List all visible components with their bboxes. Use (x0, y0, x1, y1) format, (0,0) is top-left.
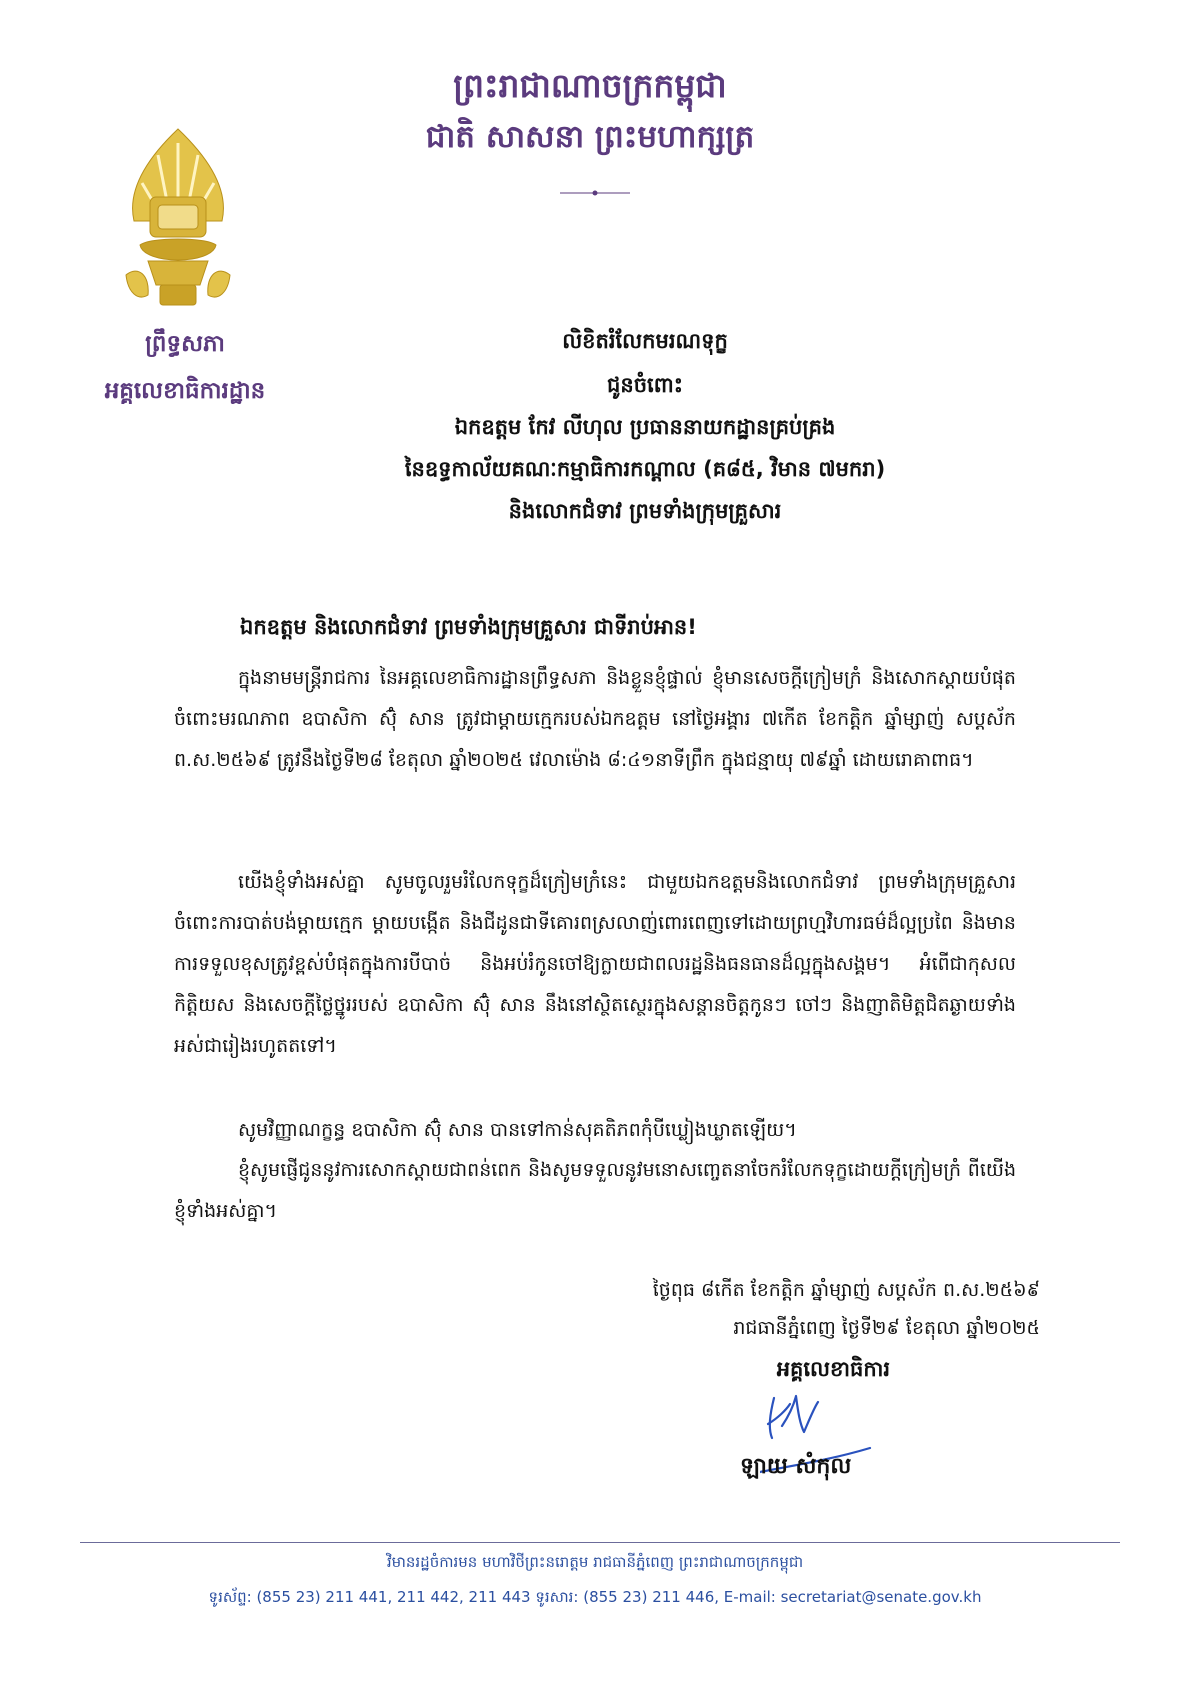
addressee-line: ឯកឧត្តម កែវ លីហុល ប្រធាននាយកដ្ឋានគ្រប់គ្រង (454, 415, 836, 439)
signatory-name: ឡាយ សំកុល (740, 1454, 852, 1479)
institution-department: អគ្គលេខាធិការដ្ឋាន (104, 378, 266, 404)
ornament-divider-icon (560, 188, 630, 198)
letter-to-label: ជូនចំពោះ (607, 373, 683, 397)
body-paragraph: ក្នុងនាមមន្ត្រីរាជការ នៃអគ្គលេខាធិការដ្ឋានព្រឹទ្ធសភា និងខ្លួនខ្ញុំផ្ទាល់ ខ្ញុំមានសេចក្តីក្រៀមក្រំ និងសោកស្តាយបំផុតចំពោះមរណភាព ឧបាសិកា ស៊ុំ សាន ត្រូវជាម្តាយក្មេករបស់ឯកឧត្តម នៅថ្ងៃអង្គារ ៧កើត ខែកត្តិក ឆ្នាំម្សាញ់ សប្តស័ក ព.ស.២៥៦៩ ត្រូវនឹងថ្ងៃទី២៨ ខែតុលា ឆ្នាំ២០២៥ វេលាម៉ោង ៨:៤១នាទីព្រឹក ក្នុងជន្មាយុ ៧៩ឆ្នាំ ដោយរោគាពាធ។ (174, 667, 1016, 771)
institution-name: ព្រឹទ្ធសភា (145, 331, 225, 357)
addressee-line: នៃឧទ្ធកាល័យគណៈកម្មាធិការកណ្តាល (គ៨៥, វិមាន ៧មករា) (404, 457, 886, 481)
national-motto: ជាតិ សាសនា ព្រះមហាក្សត្រ (425, 119, 755, 155)
body-paragraph: ខ្ញុំសូមផ្ញើជូននូវការសោកស្តាយជាពន់ពេក និងសូមទទួលនូវមនោសញ្ចេតនាចែករំលែកទុក្ខដោយក្តីក្រៀមក្រំ ពីយើងខ្ញុំទាំងអស់គ្នា។ (174, 1159, 1016, 1222)
footer-contact: ទូរស័ព្ទ: (855 23) 211 441, 211 442, 211 443 ទូរសារ: (855 23) 211 446, E-mail: secretariat@senate.gov.kh (208, 1588, 982, 1606)
kingdom-title: ព្រះរាជាណាចក្រកម្ពុជា (453, 66, 727, 105)
lunar-date: ថ្ងៃពុធ ៨កើត ខែកត្តិក ឆ្នាំម្សាញ់ សប្តស័ក ព.ស.២៥៦៩ (652, 1279, 1040, 1301)
body-paragraph: យើងខ្ញុំទាំងអស់គ្នា សូមចូលរួមរំលែកទុក្ខដ៏ក្រៀមក្រំនេះ ជាមួយឯកឧត្តមនិងលោកជំទាវ ព្រមទាំងក្រុមគ្រួសារចំពោះការបាត់បង់ម្តាយក្មេក ម្តាយបង្កើត និងជីដូនជាទីគោរពស្រលាញ់ពោរពេញទៅដោយព្រហ្មវិហារធម៌ដ៏ល្អប្រពៃ និងមានការទទួលខុសត្រូវខ្ពស់បំផុតក្នុងការបីបាច់ និងអប់រំកូនចៅឱ្យក្លាយជាពលរដ្ឋនិងធនធានដ៏ល្អក្នុងសង្គម។ អំពើជាកុសល កិត្តិយស និងសេចក្តីថ្លៃថ្នូររបស់ ឧបាសិកា ស៊ុំ សាន នឹងនៅស្ថិតស្ថេរក្នុងសន្តានចិត្តកូនៗ ចៅៗ និងញាតិមិត្តជិតឆ្ងាយទាំងអស់ជារៀងរហូតតទៅ។ (174, 871, 1016, 1057)
footer-divider (80, 1542, 1120, 1543)
letter-title: លិខិតរំលែកមរណទុក្ខ (562, 329, 728, 353)
addressee-line: និងលោកជំទាវ ព្រមទាំងក្រុមគ្រួសារ (508, 499, 782, 523)
body-paragraph: សូមវិញ្ញាណក្ខន្ធ ឧបាសិកា ស៊ុំ សាន បានទៅកាន់សុគតិភពកុំបីឃ្លៀងឃ្លាតឡើយ។ (238, 1119, 797, 1141)
signatory-title: អគ្គលេខាធិការ (776, 1357, 890, 1381)
footer-address: វិមានរដ្ឋចំការមន មហាវិថីព្រះនរោត្តម រាជធានីភ្នំពេញ ព្រះរាជាណាចក្រកម្ពុជា (386, 1553, 804, 1571)
senate-emblem-icon (120, 125, 236, 313)
city-date: រាជធានីភ្នំពេញ ថ្ងៃទី២៩ ខែតុលា ឆ្នាំ២០២៥ (733, 1317, 1040, 1339)
salutation: ឯកឧត្តម និងលោកជំទាវ ព្រមទាំងក្រុមគ្រួសារ ជាទីរាប់អាន! (240, 615, 697, 639)
